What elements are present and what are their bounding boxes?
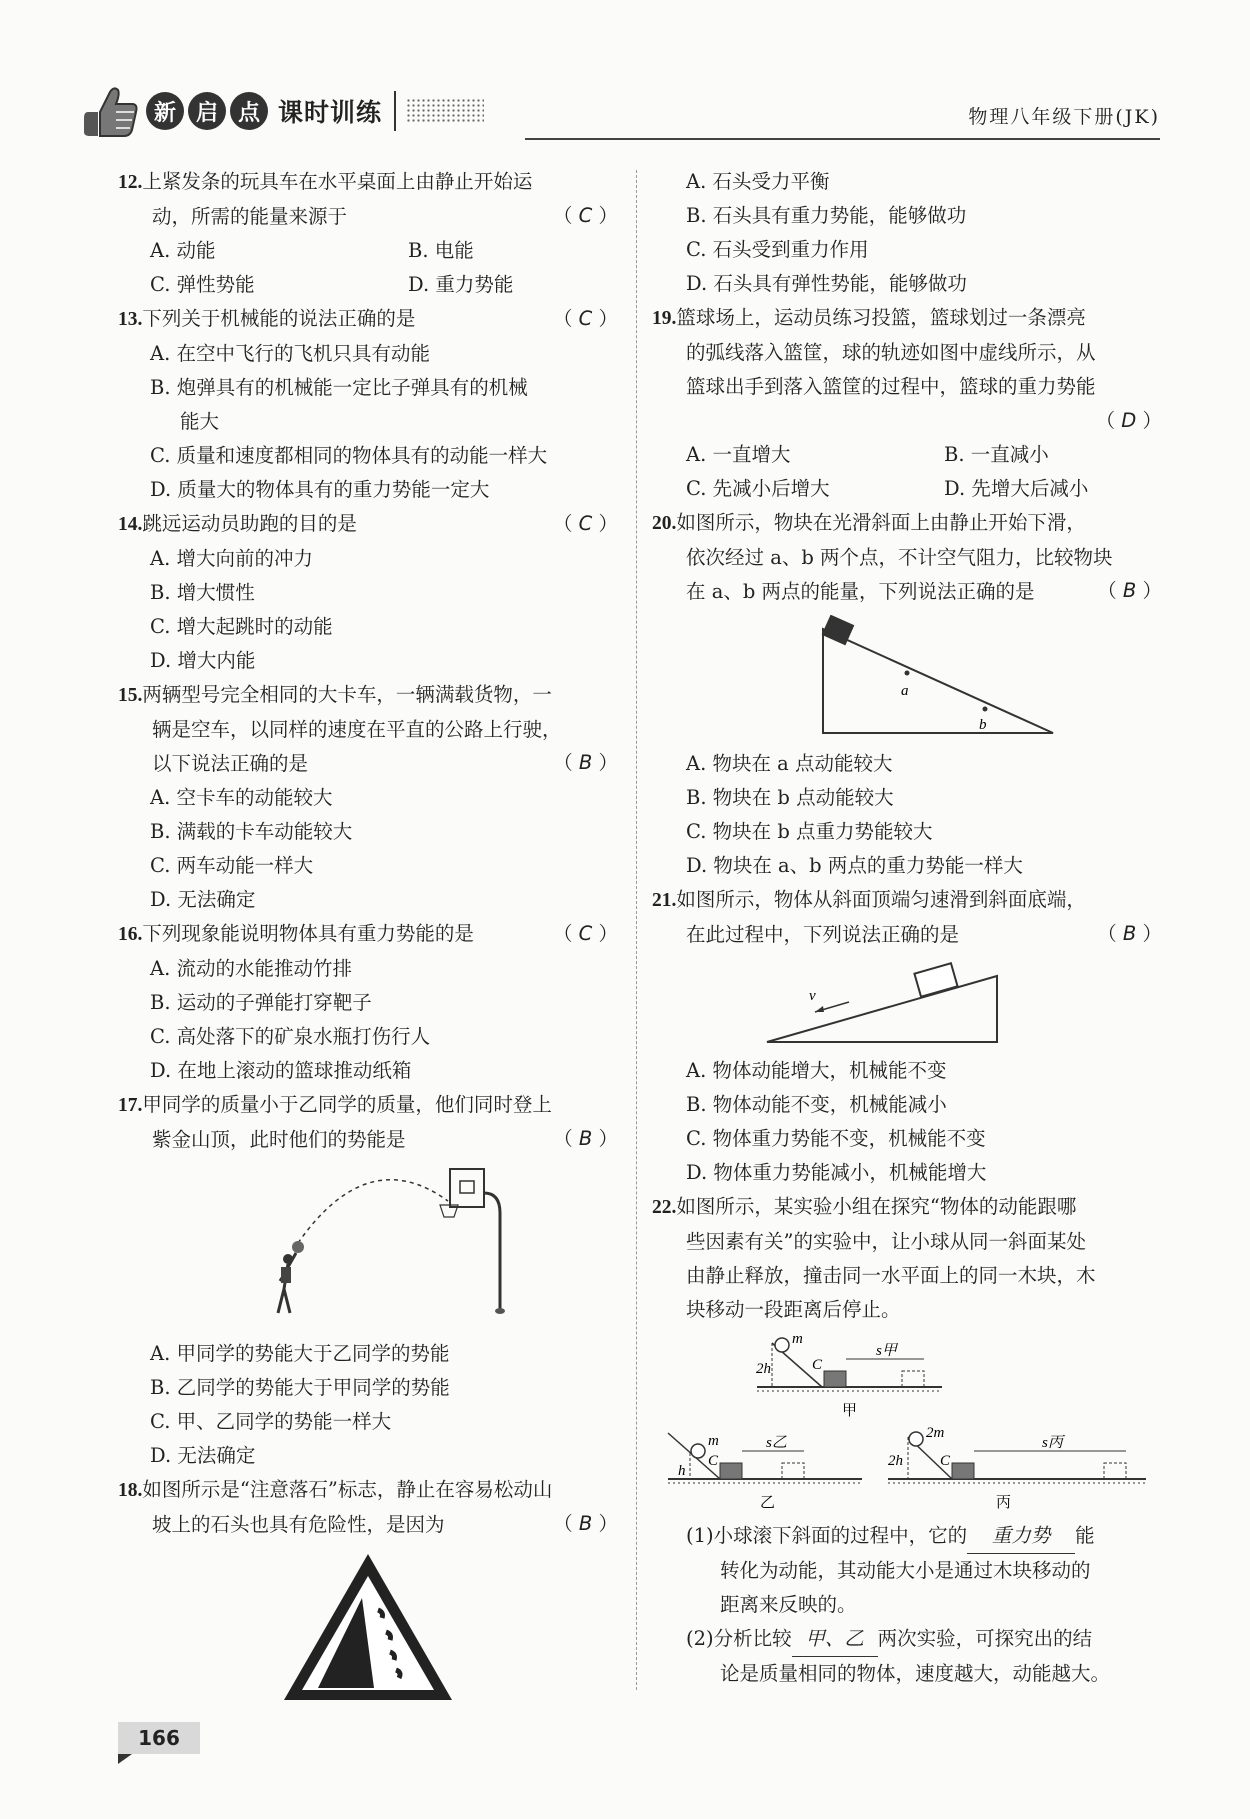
question-14: [118, 507, 618, 678]
option: B. 增大惯性: [150, 581, 255, 604]
question-stem: 如图所示，物块在光滑斜面上由静止开始下滑，: [676, 511, 1086, 534]
question-number: 20.: [652, 513, 677, 534]
sub1-suffix: 能: [1075, 1524, 1095, 1547]
question-number: 16.: [118, 924, 143, 945]
question-stem-cont: 以下说法正确的是: [152, 752, 309, 775]
option: D. 质量大的物体具有的重力势能一定大: [150, 478, 490, 501]
option: D. 在地上滚动的篮球推动纸箱: [150, 1059, 412, 1082]
question-stem-cont: 辆是空车，以同样的速度在平直的公路上行驶，: [152, 718, 562, 741]
question-stem: 如图所示，物体从斜面顶端匀速滑到斜面底端，: [676, 888, 1086, 911]
question-22: [652, 1190, 1162, 1691]
question-stem-cont: 篮球出手到落入篮筐的过程中，篮球的重力势能: [686, 375, 1096, 398]
question-stem: 下列现象能说明物体具有重力势能的是: [142, 922, 474, 945]
right-column: [652, 165, 1162, 1691]
setup-jia: [756, 1333, 942, 1419]
answer-bracket: （ B ）: [553, 1127, 618, 1150]
option: C. 甲、乙同学的势能一样大: [150, 1410, 392, 1433]
brand-char-3: 点: [230, 92, 268, 130]
sub1-cont: 距离来反映的。: [720, 1593, 857, 1616]
question-stem: 篮球场上，运动员练习投篮，篮球划过一条漂亮: [676, 306, 1086, 329]
question-12: [118, 165, 618, 302]
thumbs-up-icon: [80, 82, 142, 140]
option-cont: 能大: [180, 410, 220, 433]
answer: C: [578, 204, 593, 227]
option: B. 炮弹具有的机械能一定比子弹具有的机械: [150, 376, 528, 399]
option: D. 先增大后减小: [944, 477, 1089, 500]
header-rule: [525, 138, 1160, 140]
label-2h: 2h: [888, 1453, 903, 1469]
option: D. 无法确定: [150, 888, 256, 911]
option: D. 物体重力势能减小，机械能增大: [686, 1161, 987, 1184]
sub-question-2: [652, 1622, 1162, 1691]
sub1-answer: 重力势: [967, 1519, 1075, 1554]
label-v: v: [809, 988, 816, 1004]
option: A. 增大向前的冲力: [150, 547, 313, 570]
experiment-figure: [662, 1333, 1152, 1513]
question-19: [652, 301, 1162, 506]
question-number: 22.: [652, 1197, 677, 1218]
label-2m: 2m: [926, 1425, 945, 1441]
left-column: [118, 165, 618, 1714]
sub1-prefix: (1)小球滚下斜面的过程中，它的: [686, 1524, 968, 1547]
option: C. 高处落下的矿泉水瓶打伤行人: [150, 1025, 431, 1048]
question-stem-cont: 动，所需的能量来源于: [152, 205, 348, 228]
question-number: 18.: [118, 1480, 143, 1501]
answer: B: [578, 1512, 593, 1535]
question-number: 13.: [118, 309, 143, 330]
brand-subtitle: 课时训练: [278, 98, 383, 127]
answer-bracket: （ C ）: [552, 204, 618, 227]
page-header: [80, 82, 1160, 152]
label-m: m: [792, 1333, 803, 1347]
option: C. 质量和速度都相同的物体具有的动能一样大: [150, 444, 548, 467]
caption-jia: 甲: [842, 1401, 858, 1419]
label-c: C: [940, 1453, 951, 1469]
answer: B: [1122, 922, 1137, 945]
question-20: [652, 506, 1162, 883]
option: D. 物块在 a、b 两点的重力势能一样大: [686, 854, 1023, 877]
option: B. 乙同学的势能大于甲同学的势能: [150, 1376, 450, 1399]
option: A. 动能: [150, 239, 216, 262]
setup-bing: [888, 1425, 1146, 1511]
label-m: m: [708, 1433, 719, 1449]
question-stem: 如图所示是“注意落石”标志，静止在容易松动山: [142, 1478, 553, 1501]
label-s-jia: s甲: [876, 1343, 897, 1359]
option: B. 物块在 b 点动能较大: [686, 786, 894, 809]
question-stem-cont: 的弧线落入篮筐，球的轨迹如图中虚线所示，从: [686, 341, 1096, 364]
question-13: [118, 302, 618, 507]
question-18: [118, 1473, 618, 1708]
option: C. 弹性势能: [150, 273, 255, 296]
label-s-yi: s乙: [766, 1435, 787, 1451]
option: A. 流动的水能推动竹排: [150, 957, 352, 980]
label-b: b: [979, 717, 987, 733]
option: C. 先减小后增大: [686, 477, 830, 500]
option: C. 增大起跳时的动能: [150, 615, 333, 638]
option: A. 一直增大: [686, 443, 791, 466]
sub2-answer: 甲、乙: [792, 1622, 878, 1657]
answer-bracket: （ C ）: [552, 922, 618, 945]
label-h: h: [678, 1463, 686, 1479]
question-number: 12.: [118, 172, 143, 193]
brand-separator: [394, 91, 396, 131]
question-stem-cont: 在此过程中，下列说法正确的是: [686, 923, 960, 946]
question-stem-cont: 在 a、b 两点的能量，下列说法正确的是: [686, 580, 1035, 603]
question-17: [118, 1088, 618, 1473]
answer-bracket: （ D ）: [1095, 409, 1162, 432]
question-stem-cont: 依次经过 a、b 两个点，不计空气阻力，比较物块: [686, 546, 1113, 569]
caption-yi: 乙: [760, 1493, 776, 1511]
answer: C: [578, 922, 593, 945]
option: B. 一直减小: [944, 443, 1049, 466]
question-stem-cont: 些因素有关”的实验中，让小球从同一斜面某处: [686, 1230, 1086, 1253]
option: C. 两车动能一样大: [150, 854, 314, 877]
question-stem: 甲同学的质量小于乙同学的质量，他们同时登上: [142, 1093, 552, 1116]
page-number: 166: [118, 1722, 200, 1754]
label-a: a: [901, 683, 909, 699]
option: C. 物块在 b 点重力势能较大: [686, 820, 933, 843]
question-15: [118, 678, 618, 917]
option: D. 无法确定: [150, 1444, 256, 1467]
question-number: 19.: [652, 308, 677, 329]
brand-char-1: 新: [146, 92, 184, 130]
question-number: 15.: [118, 685, 143, 706]
question-number: 14.: [118, 514, 143, 535]
option: D. 重力势能: [408, 273, 514, 296]
falling-rocks-sign-icon: [278, 1548, 458, 1708]
dot-pattern: [406, 98, 484, 124]
option: D. 增大内能: [150, 649, 256, 672]
option: B. 满载的卡车动能较大: [150, 820, 353, 843]
sub-question-1: [652, 1519, 1162, 1622]
answer-bracket: （ C ）: [552, 512, 618, 535]
option: A. 石头受力平衡: [686, 170, 830, 193]
question-stem-cont: 由静止释放，撞击同一水平面上的同一木块，木: [686, 1264, 1096, 1287]
option: A. 在空中飞行的飞机只具有动能: [150, 342, 430, 365]
question-number: 17.: [118, 1095, 143, 1116]
label-c: C: [812, 1357, 823, 1373]
question-stem-cont: 坡上的石头也具有危险性，是因为: [152, 1513, 445, 1536]
question-stem: 跳远运动员助跑的目的是: [142, 512, 357, 535]
incline-figure-q20: [757, 615, 1057, 741]
brand-logo: [80, 82, 484, 140]
setup-yi: [668, 1433, 862, 1511]
question-stem: 两辆型号完全相同的大卡车，一辆满载货物，一: [142, 683, 552, 706]
answer-bracket: （ B ）: [553, 751, 618, 774]
question-stem: 如图所示，某实验小组在探究“物体的动能跟哪: [676, 1195, 1077, 1218]
answer: B: [1122, 579, 1137, 602]
caption-bing: 丙: [996, 1493, 1012, 1511]
option: A. 物块在 a 点动能较大: [686, 752, 893, 775]
question-stem: 上紧发条的玩具车在水平桌面上由静止开始运: [142, 170, 533, 193]
option: B. 运动的子弹能打穿靶子: [150, 991, 372, 1014]
answer-bracket: （ C ）: [552, 307, 618, 330]
label-2h: 2h: [756, 1361, 771, 1377]
option: A. 空卡车的动能较大: [150, 786, 333, 809]
option: A. 甲同学的势能大于乙同学的势能: [150, 1342, 450, 1365]
question-stem-cont: 紫金山顶，此时他们的势能是: [152, 1128, 406, 1151]
label-c: C: [708, 1453, 719, 1469]
option: B. 电能: [408, 239, 474, 262]
question-16: [118, 917, 618, 1088]
sub2-suffix: 两次实验，可探究出的结: [877, 1627, 1093, 1650]
answer: B: [578, 1127, 593, 1150]
incline-figure-q21: [757, 958, 1057, 1048]
answer-bracket: （ B ）: [1097, 579, 1162, 602]
book-title: 物理八年级下册(JK): [968, 106, 1160, 128]
page-number-tab: [118, 1754, 132, 1764]
label-s-bing: s丙: [1042, 1435, 1063, 1451]
question-number: 21.: [652, 890, 677, 911]
basketball-figure: [188, 1163, 548, 1331]
question-21: [652, 883, 1162, 1190]
sub2-cont: 论是质量相同的物体，速度越大，动能越大。: [720, 1662, 1111, 1685]
answer-bracket: （ B ）: [1097, 922, 1162, 945]
sub1-cont: 转化为动能，其动能大小是通过木块移动的: [720, 1559, 1091, 1582]
question-18-options: [652, 165, 1162, 301]
answer: C: [578, 512, 593, 535]
answer: D: [1121, 409, 1137, 432]
option: D. 石头具有弹性势能，能够做功: [686, 272, 967, 295]
answer: C: [578, 307, 593, 330]
option: B. 物体动能不变，机械能减小: [686, 1093, 947, 1116]
question-stem: 下列关于机械能的说法正确的是: [142, 307, 416, 330]
option: B. 石头具有重力势能，能够做功: [686, 204, 967, 227]
option: C. 物体重力势能不变，机械能不变: [686, 1127, 986, 1150]
column-divider: [636, 170, 637, 1690]
answer: B: [578, 751, 593, 774]
option: A. 物体动能增大，机械能不变: [686, 1059, 947, 1082]
brand-char-2: 启: [188, 92, 226, 130]
option: C. 石头受到重力作用: [686, 238, 869, 261]
answer-bracket: （ B ）: [553, 1512, 618, 1535]
question-stem-cont: 块移动一段距离后停止。: [686, 1298, 901, 1321]
sub2-prefix: (2)分析比较: [686, 1627, 792, 1650]
